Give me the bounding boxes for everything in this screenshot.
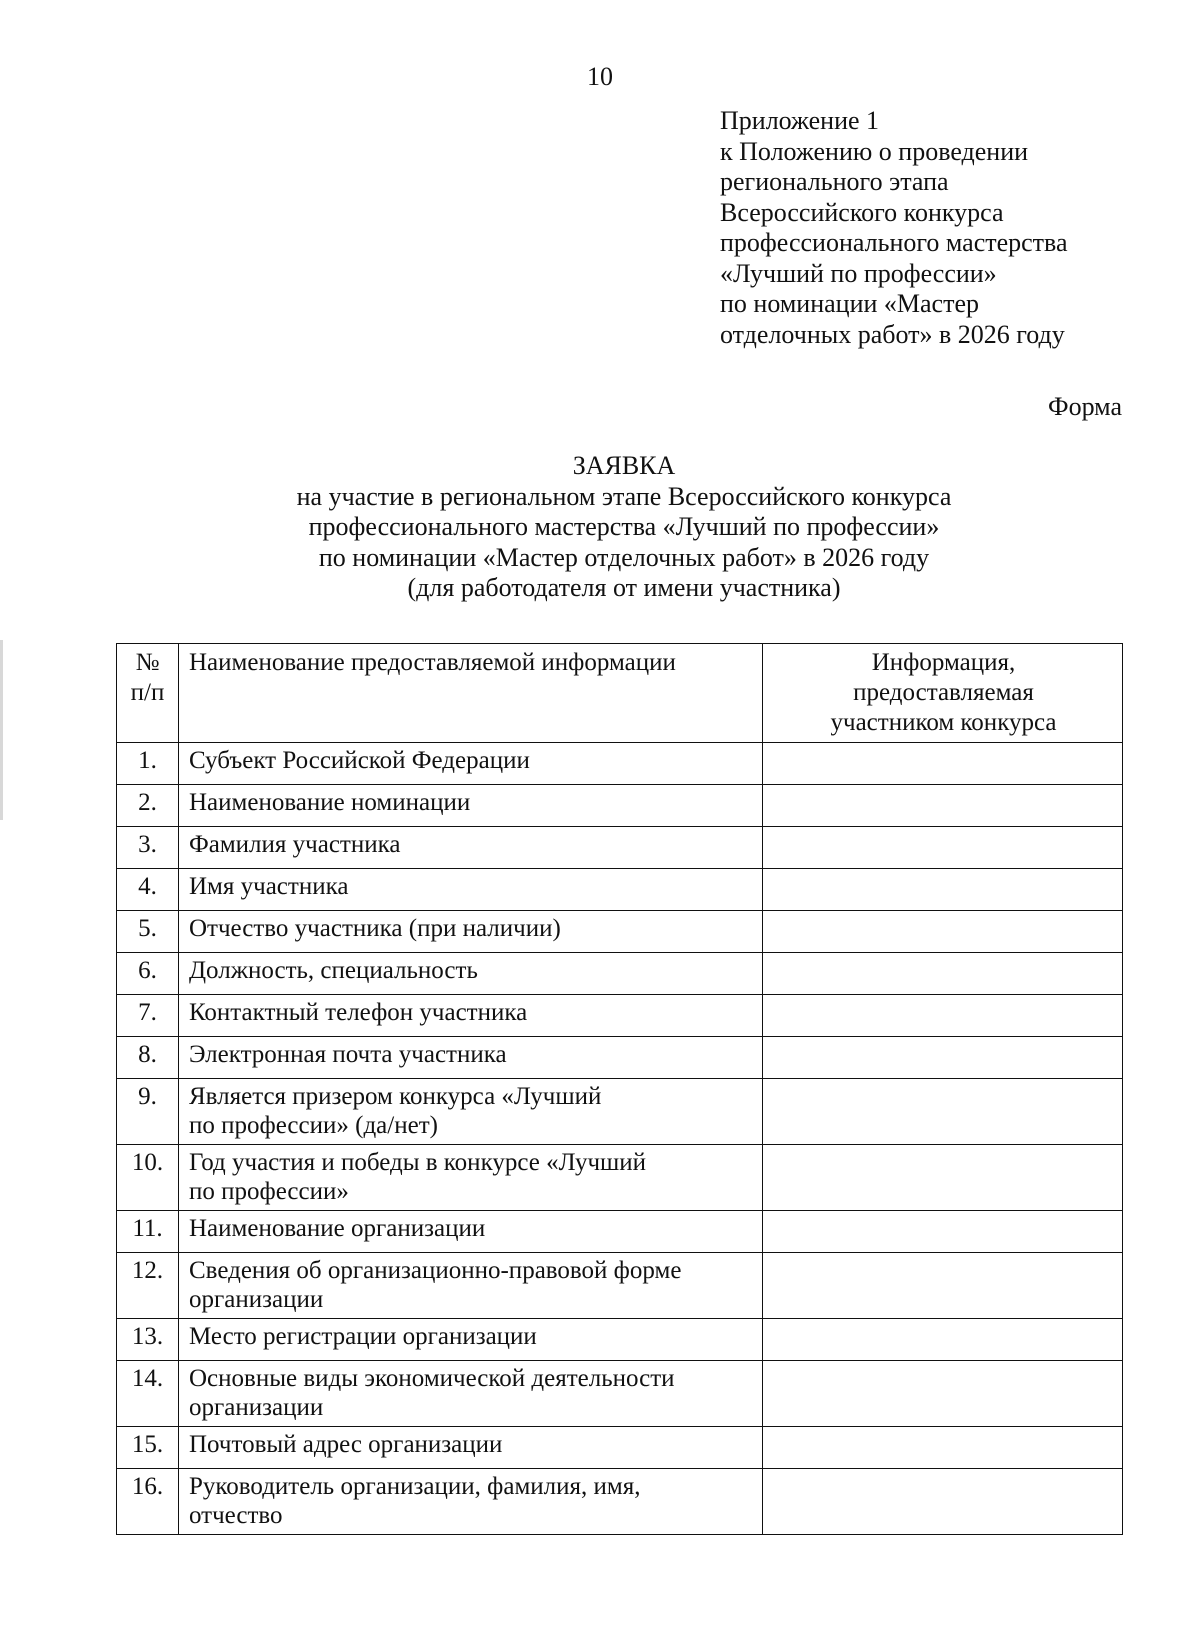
row-label-line: Контактный телефон участника: [189, 999, 528, 1026]
row-label: [179, 785, 763, 827]
row-label: [179, 1145, 763, 1211]
row-label-line: Отчество участника (при наличии): [189, 915, 561, 942]
header-name: Наименование предоставляемой информации: [179, 644, 763, 743]
appendix-line: отделочных работ» в 2026 году: [720, 319, 1065, 349]
row-number: 3.: [117, 827, 179, 869]
table-row: [117, 1469, 1123, 1535]
table-row: [117, 1253, 1123, 1319]
header-number: [117, 644, 179, 743]
appendix-line: регионального этапа: [720, 167, 949, 196]
row-number: 16.: [117, 1469, 179, 1535]
row-value-cell[interactable]: [763, 869, 1123, 911]
row-label: [179, 953, 763, 995]
table-row: [117, 743, 1123, 785]
table-row: [117, 785, 1123, 827]
row-label: [179, 911, 763, 953]
row-label-line: по профессии» (да/нет): [189, 1111, 438, 1139]
appendix-line: к Положению о проведении: [720, 136, 1029, 166]
row-label-line: Наименование организации: [189, 1215, 486, 1242]
header-info: [763, 644, 1123, 743]
appendix-line: Приложение 1: [720, 106, 880, 135]
page-number: 10: [587, 62, 613, 91]
row-value-cell[interactable]: [763, 1319, 1123, 1361]
table-row: [117, 995, 1123, 1037]
row-value-cell[interactable]: [763, 827, 1123, 869]
appendix-block: [720, 106, 1150, 350]
heading-line: профессионального мастерства «Лучший по профессии»: [308, 512, 940, 541]
row-label-line: Субъект Российской Федерации: [189, 747, 530, 774]
header-info-line: участником конкурса: [830, 709, 1057, 736]
row-label-line: отчество: [189, 1501, 283, 1529]
row-label-line: Руководитель организации, фамилия, имя,: [189, 1473, 641, 1500]
row-number: 5.: [117, 911, 179, 953]
row-label-line: Почтовый адрес организации: [189, 1431, 503, 1458]
row-label: [179, 827, 763, 869]
row-value-cell[interactable]: [763, 1469, 1123, 1535]
application-heading: [0, 451, 1200, 604]
table-row: [117, 1037, 1123, 1079]
row-label: [179, 1079, 763, 1145]
heading-line: по номинации «Мастер отделочных работ» в 2026 году: [318, 542, 930, 572]
row-label: [179, 1319, 763, 1361]
row-label: [179, 743, 763, 785]
table-header-row: [117, 644, 1123, 743]
row-label: [179, 1427, 763, 1469]
row-label: [179, 1211, 763, 1253]
row-label: [179, 1037, 763, 1079]
header-info-line: предоставляемая: [853, 679, 1034, 706]
row-label-line: Сведения об организационно-правовой форме: [189, 1257, 682, 1284]
table-row: [117, 1361, 1123, 1427]
row-label: [179, 869, 763, 911]
table-row: [117, 953, 1123, 995]
row-number: 2.: [117, 785, 179, 827]
appendix-line: «Лучший по профессии»: [720, 258, 997, 288]
table-row: [117, 869, 1123, 911]
row-value-cell[interactable]: [763, 995, 1123, 1037]
row-number: 11.: [117, 1211, 179, 1253]
row-label-line: Основные виды экономической деятельности: [189, 1365, 675, 1392]
form-label: Форма: [1048, 392, 1122, 421]
row-label-line: Является призером конкурса «Лучший: [189, 1083, 602, 1110]
scan-edge-mark: [0, 640, 3, 820]
row-value-cell[interactable]: [763, 1361, 1123, 1427]
row-value-cell[interactable]: [763, 1037, 1123, 1079]
row-value-cell[interactable]: [763, 1211, 1123, 1253]
appendix-line: профессионального мастерства: [720, 228, 1068, 257]
header-info-line: Информация,: [871, 649, 1016, 676]
row-number: 14.: [117, 1361, 179, 1427]
row-number: 9.: [117, 1079, 179, 1145]
table-row: [117, 1211, 1123, 1253]
row-value-cell[interactable]: [763, 1079, 1123, 1145]
row-value-cell[interactable]: [763, 743, 1123, 785]
row-value-cell[interactable]: [763, 1253, 1123, 1319]
row-number: 6.: [117, 953, 179, 995]
header-number-line: №: [135, 649, 160, 676]
row-label-line: организации: [189, 1285, 324, 1313]
row-number: 8.: [117, 1037, 179, 1079]
row-label-line: Должность, специальность: [189, 957, 478, 984]
header-number-line: п/п: [130, 679, 165, 706]
row-value-cell[interactable]: [763, 1427, 1123, 1469]
row-label-line: организации: [189, 1393, 324, 1421]
row-label: [179, 995, 763, 1037]
row-number: 7.: [117, 995, 179, 1037]
row-label-line: Электронная почта участника: [189, 1041, 507, 1068]
row-number: 12.: [117, 1253, 179, 1319]
row-label-line: по профессии»: [189, 1177, 349, 1205]
row-label: [179, 1469, 763, 1535]
row-number: 10.: [117, 1145, 179, 1211]
table-row: [117, 1145, 1123, 1211]
appendix-line: по номинации «Мастер: [720, 289, 979, 318]
row-value-cell[interactable]: [763, 1145, 1123, 1211]
appendix-line: Всероссийского конкурса: [720, 197, 1004, 227]
row-value-cell[interactable]: [763, 785, 1123, 827]
row-label-line: Год участия и победы в конкурсе «Лучший: [189, 1149, 647, 1176]
row-number: 4.: [117, 869, 179, 911]
row-label-line: Имя участника: [189, 873, 349, 900]
row-label-line: Фамилия участника: [189, 831, 401, 858]
heading-title: ЗАЯВКА: [572, 451, 676, 480]
row-label-line: Место регистрации организации: [189, 1323, 537, 1350]
table-row: [117, 827, 1123, 869]
table-row: [117, 1079, 1123, 1145]
table-row: [117, 1427, 1123, 1469]
row-value-cell[interactable]: [763, 953, 1123, 995]
row-value-cell[interactable]: [763, 911, 1123, 953]
row-label-line: Наименование номинации: [189, 789, 471, 816]
row-label: [179, 1361, 763, 1427]
row-number: 13.: [117, 1319, 179, 1361]
application-table: [116, 643, 1123, 1535]
heading-line: на участие в региональном этапе Всероссийского конкурса: [296, 481, 952, 511]
table-row: [117, 1319, 1123, 1361]
row-number: 1.: [117, 743, 179, 785]
row-number: 15.: [117, 1427, 179, 1469]
row-label: [179, 1253, 763, 1319]
heading-line: (для работодателя от имени участника): [407, 573, 841, 602]
table-row: [117, 911, 1123, 953]
